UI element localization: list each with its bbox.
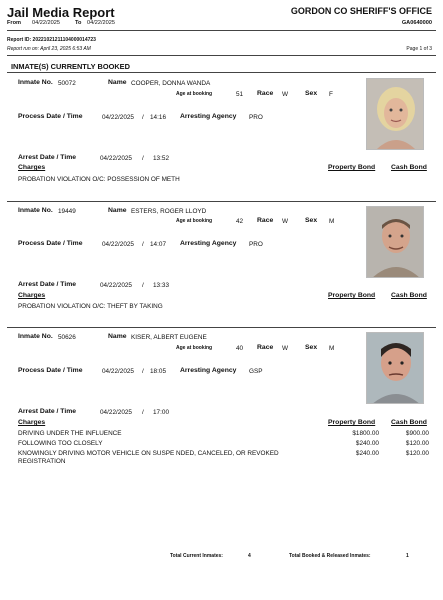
- record-divider: [7, 327, 436, 328]
- process-label: Process Date / Time: [18, 113, 83, 120]
- charges-label: Charges: [18, 419, 46, 426]
- name-label: Name: [108, 333, 127, 340]
- inmate-no-label: Inmate No.: [18, 79, 53, 86]
- arresting-agency: PRO: [249, 114, 263, 121]
- process-label: Process Date / Time: [18, 240, 83, 247]
- arresting-agency: PRO: [249, 241, 263, 248]
- section-rule: [7, 72, 436, 73]
- property-bond-value: $240.00: [355, 440, 379, 447]
- mugshot-photo: [366, 332, 424, 404]
- charge-text-continued: REGISTRATION: [18, 458, 66, 465]
- race-label: Race: [257, 217, 274, 224]
- separator: /: [142, 368, 144, 375]
- total-current-label: Total Current Inmates:: [170, 553, 223, 559]
- race-label: Race: [257, 344, 274, 351]
- inmate-race: W: [282, 91, 289, 98]
- to-label: To: [75, 20, 82, 26]
- age-label: Age at booking: [176, 345, 213, 351]
- age-label: Age at booking: [176, 218, 213, 224]
- arrest-label: Arrest Date / Time: [18, 154, 77, 161]
- sex-label: Sex: [305, 90, 318, 97]
- report-title: Jail Media Report: [7, 5, 115, 20]
- property-bond-label: Property Bond: [328, 292, 376, 299]
- from-date: 04/22/2025: [32, 20, 60, 26]
- process-date: 04/22/2025: [102, 114, 134, 121]
- charges-label: Charges: [18, 292, 46, 299]
- inmate-age: 51: [236, 91, 244, 98]
- separator: /: [142, 241, 144, 248]
- arrest-time: 13:52: [153, 155, 169, 162]
- agency-label: Arresting Agency: [180, 240, 237, 247]
- charges-label: Charges: [18, 164, 46, 171]
- charge-text: DRIVING UNDER THE INFLUENCE: [18, 430, 122, 437]
- inmate-number: 19449: [58, 208, 76, 215]
- agency-label: Arresting Agency: [180, 367, 237, 374]
- property-bond-value: $1800.00: [352, 430, 379, 437]
- sex-label: Sex: [305, 217, 318, 224]
- process-time: 18:05: [150, 368, 166, 375]
- charge-text: PROBATION VIOLATION O/C: THEFT BY TAKING: [18, 303, 163, 310]
- separator: /: [142, 409, 144, 416]
- cash-bond-label: Cash Bond: [391, 292, 427, 299]
- total-booked-label: Total Booked & Released Inmates:: [289, 553, 371, 559]
- inmate-no-label: Inmate No.: [18, 333, 53, 340]
- arrest-time: 13:33: [153, 282, 169, 289]
- from-label: From: [7, 20, 21, 26]
- cash-bond-value: $120.00: [405, 450, 429, 457]
- inmate-sex: M: [329, 218, 335, 225]
- to-date: 04/22/2025: [87, 20, 115, 26]
- report-id: Report ID: 20221021211104000014723: [7, 37, 96, 43]
- separator: /: [142, 282, 144, 289]
- arrest-label: Arrest Date / Time: [18, 408, 77, 415]
- arresting-agency: GSP: [249, 368, 263, 375]
- header-rule-2: [7, 55, 436, 56]
- cash-bond-value: $900.00: [405, 430, 429, 437]
- total-current-value: 4: [248, 553, 251, 559]
- inmate-number: 50626: [58, 334, 76, 341]
- cash-bond-label: Cash Bond: [391, 419, 427, 426]
- charge-text: PROBATION VIOLATION O/C: POSSESSION OF METH: [18, 176, 180, 183]
- inmate-race: W: [282, 345, 289, 352]
- inmate-name: COOPER, DONNA WANDA: [131, 80, 211, 87]
- property-bond-label: Property Bond: [328, 419, 376, 426]
- inmate-sex: F: [329, 91, 333, 98]
- charge-text: FOLLOWING TOO CLOSELY: [18, 440, 103, 447]
- total-booked-value: 1: [406, 553, 409, 559]
- arrest-date: 04/22/2025: [100, 409, 132, 416]
- race-label: Race: [257, 90, 274, 97]
- page-number: Page 1 of 3: [406, 46, 432, 52]
- process-date: 04/22/2025: [102, 368, 134, 375]
- report-run-on: Report run on: April 23, 2025 6:53 AM: [7, 46, 91, 52]
- arrest-date: 04/22/2025: [100, 155, 132, 162]
- arrest-date: 04/22/2025: [100, 282, 132, 289]
- cash-bond-value: $120.00: [405, 440, 429, 447]
- arrest-label: Arrest Date / Time: [18, 281, 77, 288]
- inmate-no-label: Inmate No.: [18, 207, 53, 214]
- mugshot-photo: [366, 78, 424, 150]
- property-bond-label: Property Bond: [328, 164, 376, 171]
- inmate-name: ESTERS, ROGER LLOYD: [131, 208, 207, 215]
- inmate-sex: M: [329, 345, 335, 352]
- separator: /: [142, 155, 144, 162]
- mugshot-photo: [366, 206, 424, 278]
- record-divider: [7, 201, 436, 202]
- charge-text: KNOWINGLY DRIVING MOTOR VEHICLE ON SUSPE NDED, CANCELED, OR REVOKED: [18, 450, 279, 457]
- inmate-number: 50072: [58, 80, 76, 87]
- agency-label: Arresting Agency: [180, 113, 237, 120]
- sex-label: Sex: [305, 344, 318, 351]
- process-time: 14:07: [150, 241, 166, 248]
- inmate-age: 42: [236, 218, 244, 225]
- section-title: INMATE(S) CURRENTLY BOOKED: [11, 62, 130, 71]
- office-code: GA0640000: [401, 20, 432, 26]
- process-date: 04/22/2025: [102, 241, 134, 248]
- property-bond-value: $240.00: [355, 450, 379, 457]
- process-label: Process Date / Time: [18, 367, 83, 374]
- separator: /: [142, 114, 144, 121]
- header-rule: [7, 30, 436, 31]
- inmate-race: W: [282, 218, 289, 225]
- name-label: Name: [108, 79, 127, 86]
- cash-bond-label: Cash Bond: [391, 164, 427, 171]
- age-label: Age at booking: [176, 91, 213, 97]
- inmate-name: KISER, ALBERT EUGENE: [131, 334, 207, 341]
- arrest-time: 17:00: [153, 409, 169, 416]
- name-label: Name: [108, 207, 127, 214]
- office-name: GORDON CO SHERIFF'S OFFICE: [290, 6, 432, 16]
- inmate-age: 40: [236, 345, 244, 352]
- process-time: 14:16: [150, 114, 166, 121]
